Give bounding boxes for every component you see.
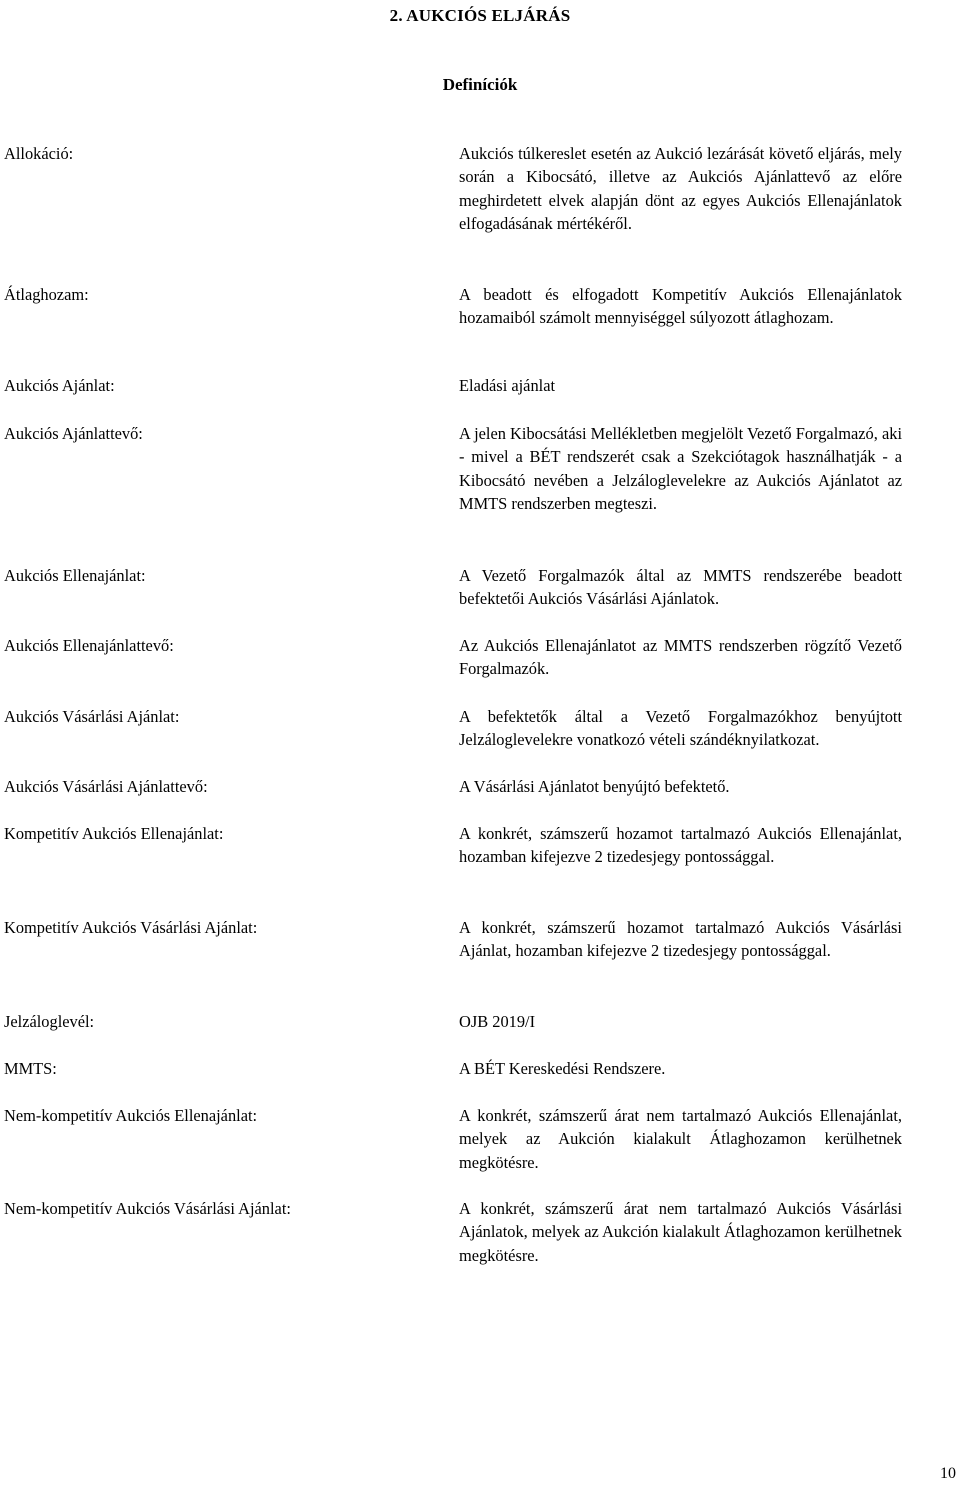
definition-description: A Vásárlási Ajánlatot benyújtó befektető. [459, 777, 730, 796]
section-title: 2. AUKCIÓS ELJÁRÁS [389, 6, 571, 25]
definition-term: Kompetitív Aukciós Vásárlási Ajánlat: [4, 918, 258, 937]
definition-term: Jelzáloglevél: [4, 1012, 95, 1031]
definition-description: A konkrét, számszerű árat nem tartalmazó Aukciós Ellenajánlat, melyek az Aukción kialakult Átlaghozamon kerülhetnek megkötésre. [459, 1106, 902, 1172]
definition-term: Aukciós Vásárlási Ajánlat: [4, 707, 180, 726]
definition-term: Aukciós Ellenajánlat: [4, 566, 146, 585]
subsection-title: Definíciók [442, 75, 518, 94]
definition-term: Kompetitív Aukciós Ellenajánlat: [4, 824, 224, 843]
definition-term: MMTS: [4, 1059, 57, 1078]
definition-term: Aukciós Ajánlat: [4, 376, 115, 395]
definition-description: Eladási ajánlat [459, 376, 556, 395]
definition-description: A befektetők által a Vezető Forgalmazókhoz benyújtott Jelzáloglevelekre vonatkozó vételi szándéknyilatkozat. [459, 707, 902, 750]
definition-term: Allokáció: [4, 144, 74, 163]
definition-description: OJB 2019/I [459, 1012, 536, 1031]
definition-description: A jelen Kibocsátási Mellékletben megjelölt Vezető Forgalmazó, aki - mivel a BÉT rendszerét csak a Szekciótagok használhatják - a Kibocsátó nevében a Jelzáloglevelekre az Aukciós Ajánlatot az MMTS rendszerben megteszi. [459, 424, 902, 514]
definition-description: A konkrét, számszerű hozamot tartalmazó Aukciós Vásárlási Ajánlat, hozamban kifejezve 2 tizedesjegy pontossággal. [459, 918, 902, 961]
definition-description: Aukciós túlkereslet esetén az Aukció lezárását követő eljárás, mely során a Kibocsátó, illetve az Aukciós Ajánlattevő az előre meghirdetett elvek alapján dönt az egyes Aukciós Ellenajánlatok elfogadásának mértékéről. [459, 144, 902, 234]
definition-term: Nem-kompetitív Aukciós Vásárlási Ajánlat: [4, 1199, 291, 1218]
definition-term: Aukciós Ajánlattevő: [4, 424, 143, 443]
definition-description: Az Aukciós Ellenajánlatot az MMTS rendszerben rögzítő Vezető Forgalmazók. [459, 636, 902, 679]
definition-term: Nem-kompetitív Aukciós Ellenajánlat: [4, 1106, 258, 1125]
definition-description: A BÉT Kereskedési Rendszere. [459, 1059, 666, 1078]
definition-description: A beadott és elfogadott Kompetitív Aukciós Ellenajánlatok hozamaiból számolt mennyiséggel súlyozott átlaghozam. [459, 285, 902, 328]
definition-term: Aukciós Vásárlási Ajánlattevő: [4, 777, 208, 796]
definition-description: A konkrét, számszerű árat nem tartalmazó Aukciós Vásárlási Ajánlatok, melyek az Aukción kialakult Átlaghozamon kerülhetnek megkötésre. [459, 1199, 902, 1265]
definition-description: A konkrét, számszerű hozamot tartalmazó Aukciós Ellenajánlat, hozamban kifejezve 2 tizedesjegy pontossággal. [459, 824, 902, 867]
definition-description: A Vezető Forgalmazók által az MMTS rendszerébe beadott befektetői Aukciós Vásárlási Ajánlatok. [459, 566, 902, 609]
definition-term: Aukciós Ellenajánlattevő: [4, 636, 174, 655]
page-number: 10 [940, 1465, 956, 1482]
definition-term: Átlaghozam: [4, 285, 89, 304]
